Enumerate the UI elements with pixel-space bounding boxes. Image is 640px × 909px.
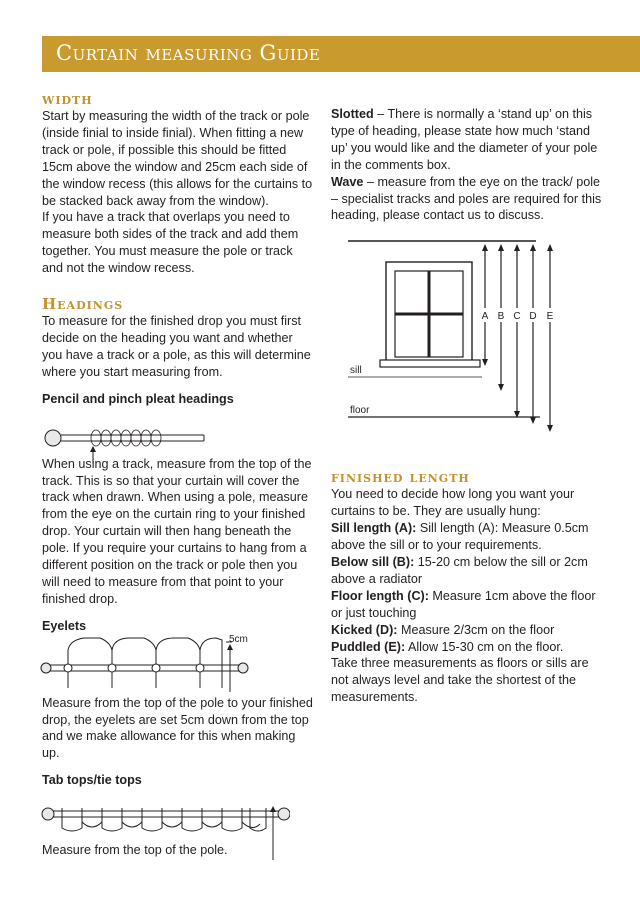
width-para-2: If you have a track that overlaps you need to measure both sides of the track and add them together. You must measure the pole or track and not the window recess.	[42, 210, 299, 276]
eyelets-title: Eyelets	[42, 618, 87, 633]
finished-item-text: 15-20 cm below the sill or 2cm above a radiator	[331, 554, 588, 586]
wave-text: – measure from the eye on the track/ pole – specialist tracks and poles are required for this heading, please contact us to discuss.	[331, 174, 602, 223]
finished-item-label: Below sill (B):	[331, 554, 415, 569]
finished-outro: Take three measurements as floors or sills are not always level and take the shortest of the measurements.	[331, 656, 589, 705]
eyelets-illustration	[40, 632, 250, 696]
tab-tops-illustration	[40, 804, 290, 862]
headings-heading: Headings	[42, 295, 124, 314]
finished-item	[331, 622, 607, 639]
eyelets-5cm-label: 5cm	[229, 634, 248, 645]
floor-label: floor	[350, 405, 370, 416]
measure-letter-d: D	[529, 311, 537, 322]
finished-item-label: Sill length (A):	[331, 521, 417, 536]
slotted-paragraph	[331, 106, 607, 174]
width-heading: width	[42, 90, 93, 108]
pencil-pleat-title: Pencil and pinch pleat headings	[42, 391, 234, 406]
measure-letter-c: C	[513, 311, 521, 322]
measure-letter-a: A	[481, 311, 489, 322]
window-illustration	[380, 262, 480, 367]
page-title: Curtain measuring Guide	[56, 41, 321, 65]
headings-intro: To measure for the finished drop you must first decide on the heading you want and whether you have a track or a pole, as this will determine where you start measuring from.	[42, 314, 311, 379]
finished-item-text: Measure 2/3cm on the floor	[397, 622, 555, 637]
slotted-text: – There is normally a ‘stand up’ on this type of heading, please state how much ‘stand up’ you would like and the diameter of your pole in the comments box.	[331, 107, 598, 172]
finished-item-text: Allow 15-30 cm on the floor.	[405, 639, 564, 654]
finished-item-label: Floor length (C):	[331, 588, 429, 603]
finished-item-text: Measure 1cm above the floor or just touching	[331, 588, 596, 620]
measure-letter-b: B	[497, 311, 505, 322]
finished-length-heading: finished length	[331, 468, 470, 487]
eyelets-text: Measure from the top of the pole to your finished drop, the eyelets are set 5cm down from the top and we make allowance for this when making up.	[42, 695, 313, 761]
finished-item	[331, 588, 607, 622]
pencil-pleat-illustration	[42, 424, 212, 466]
wave-paragraph	[331, 174, 607, 225]
finished-item	[331, 639, 607, 656]
finished-intro: You need to decide how long you want your curtains to be. They are usually hung:	[331, 487, 575, 519]
pencil-pleat-text: When using a track, measure from the top of the track. This is so that your curtain will cover the track when drawn. When using a pole, measure from the eye on the curtain ring to your finished drop. Your curtain will then hang beneath the pole. If you require your curtains to hang from a different position on the track or pole then you will need to measure from that point to your finished drop.	[42, 456, 312, 606]
tab-tops-title: Tab tops/tie tops	[42, 773, 142, 788]
finished-item-label: Kicked (D):	[331, 622, 398, 637]
finished-item-label: Puddled (E):	[331, 639, 406, 654]
sill-label: sill	[350, 365, 362, 376]
width-para-1: Start by measuring the width of the track or pole (inside finial to inside finial). When fitting a new track or pole, if possible this should be fitted 15cm above the window and 25cm each side of the window recess (this allows for the curtains to be stacked back away from the window).	[42, 109, 313, 208]
measurement-diagram	[344, 234, 564, 434]
wave-label: Wave	[331, 174, 364, 189]
title-banner	[42, 36, 640, 72]
slotted-label: Slotted	[331, 107, 374, 121]
finished-item-text: Sill length (A): Measure 0.5cm above the sill or to your requirements.	[331, 521, 589, 553]
measure-letter-e: E	[546, 311, 554, 322]
tab-tops-text: Measure from the top of the pole.	[42, 843, 228, 858]
finished-item	[331, 554, 607, 588]
left-column	[42, 90, 314, 859]
finished-item	[331, 520, 607, 554]
